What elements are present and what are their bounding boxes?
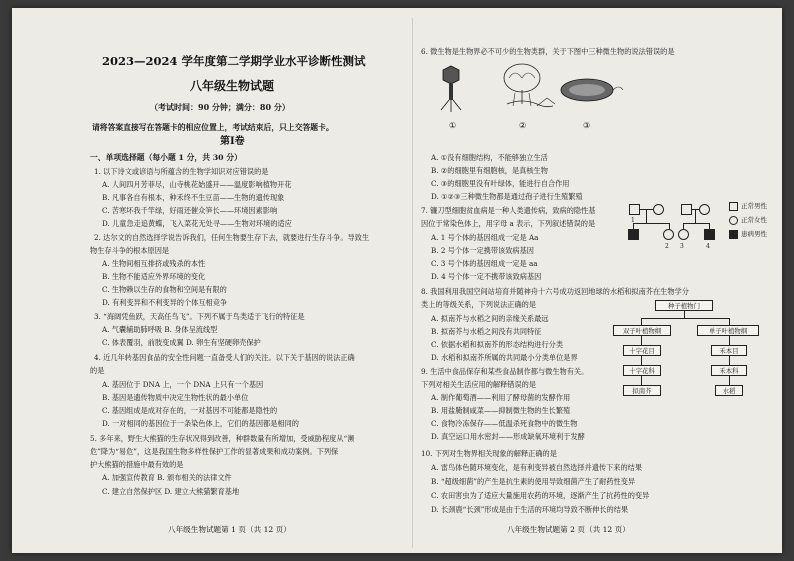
question-line: B. “超级细菌”的产生是抗生素的使用导致细菌产生了耐药性变异 (431, 477, 636, 486)
question-line: 8. 我国利用我国空间站培育并随神舟十六号成功返回地球的水稻和拟南芥在生物学分 (421, 287, 689, 296)
node-monocot: 单子叶植物纲 (697, 325, 759, 336)
question-line: 下列对相关生活应用的解释错误的是 (421, 380, 537, 389)
question-line: A. 基因位于 DNA 上，一个 DNA 上只有一个基因 (102, 380, 264, 389)
connector (641, 318, 642, 325)
question-line: B. 2 号个体一定携带该致病基因 (431, 246, 534, 255)
legend-female-normal-symbol (729, 216, 738, 225)
question-line: 3. “海阔凭鱼跃，天高任鸟飞”。下列不属于鸟类适于飞行的特征是 (94, 312, 305, 321)
pedigree-number: 3 (680, 243, 684, 250)
question-line: 类上的等级关系，下列说法正确的是 (421, 300, 537, 309)
subject-title: 八年级生物试题 (190, 79, 275, 93)
legend-male-affected-symbol (729, 230, 738, 239)
question-line: A. 1 号个体的基因组成一定是 Aa (431, 233, 539, 242)
question-line: 2. 达尔文的自然选择学说告诉我们，任何生物要生存下去，就要进行生存斗争。导致生 (94, 233, 370, 242)
footer-right: 八年级生物试题第 2 页（共 12 页） (507, 525, 630, 534)
question-line: B. 用盐腌制咸菜——抑制微生物的生长繁殖 (431, 406, 571, 415)
question-line: A. 人间四月芳菲尽，山寺桃花始盛开——温度影响植物开花 (102, 180, 292, 189)
question-line: 护大熊猫的措施中最有效的是 (90, 460, 184, 469)
exam-title: 2023—2024 学年度第二学期学业水平诊断性测试 (102, 54, 366, 68)
question-line: A. 制作葡萄酒——利用了酵母菌的发酵作用 (431, 393, 571, 402)
legend-male-affected: 患病男性 (741, 230, 767, 238)
connector (641, 376, 642, 385)
section-title: 一、单项选择题（每小题 1 分，共 30 分） (90, 153, 242, 162)
question-line: B. 拟南芥与水稻之间没有共同特征 (431, 327, 542, 336)
pedigree-female-normal (699, 204, 710, 215)
question-line: D. 4 号个体一定不携带该致病基因 (431, 272, 542, 281)
node-rice: 水稻 (715, 385, 743, 396)
question-line: D. 水稻和拟南芥所属的共同最小分类单位是界 (431, 353, 578, 362)
question-line: C. 建立自然保护区 D. 建立大熊猫繁育基地 (102, 487, 240, 496)
question-line: C. 农田害虫为了适应大量施用农药的环境，逐渐产生了抗药性的变异 (431, 491, 650, 500)
connector (729, 336, 730, 345)
pedigree-line (695, 209, 696, 223)
connector (729, 376, 730, 385)
instruction: 请将答案直接写在答题卡的相应位置上，考试结束后，只上交答题卡。 (92, 123, 334, 132)
pedigree-female-normal (678, 229, 689, 240)
page-fold (412, 18, 413, 548)
question-line: D. 一对相同的基因位于一条染色体上，它们的基因都是相同的 (102, 419, 299, 428)
question-line: A. ①没有细胞结构，不能够独立生活 (431, 153, 548, 162)
pedigree-male-affected (628, 229, 639, 240)
pedigree-female-normal (653, 204, 664, 215)
question-line: D. 有利变异和不利变异的个体互相竞争 (102, 298, 228, 307)
question-line: 10. 下列对生物界相关现象的解释正确的是 (421, 449, 557, 458)
pedigree-male-affected (704, 229, 715, 240)
question-line: D. 儿童急走追黄蝶，飞入菜花无处寻——生物对环境的适应 (102, 219, 292, 228)
node-poales: 禾本目 (711, 345, 747, 356)
question-line: A. 气囊辅助肺呼吸 B. 身体呈流线型 (102, 325, 218, 334)
exam-sheet (12, 8, 782, 553)
question-line: 4. 近几年转基因食品的安全性问题一直备受人们的关注。以下关于基因的说法正确 (94, 353, 355, 362)
microbe-label-2: ② (519, 121, 527, 130)
pedigree-line (646, 209, 647, 223)
question-line: C. 食物冷冻保存——低温杀死食物中的微生物 (431, 419, 578, 428)
microbe-label-3: ③ (583, 121, 591, 130)
pedigree-line (683, 223, 709, 224)
pedigree-male-normal (629, 204, 640, 215)
node-dicot: 双子叶植物纲 (613, 325, 671, 336)
question-line: C. 基因组成是成对存在的，一对基因不可能都是隐性的 (102, 406, 278, 415)
microbe-illustrations (427, 60, 627, 140)
bacterium-drawing (561, 79, 623, 101)
pedigree-number: 4 (706, 243, 710, 250)
question-line: C. 依据水稻和拟南芥的形态结构进行分类 (431, 340, 564, 349)
question-line: D. ①②③三种微生物都是通过孢子进行生殖繁殖 (431, 192, 583, 201)
time-info: （考试时间：90 分钟；满分：80 分） (150, 102, 290, 112)
node-poaceae: 禾本科 (711, 365, 747, 376)
question-line: B. 凡事各自有根本，种禾终不生豆苗——生物的遗传现象 (102, 193, 285, 202)
question-line: 9. 生活中食品保存和某些食品制作都与微生物有关。 (421, 367, 589, 376)
question-line: 6. 微生物是生物界必不可少的生物类群，关于下图中三种微生物的说法错误的是 (421, 47, 675, 56)
node-arabidopsis: 拟南芥 (623, 385, 661, 396)
pedigree-female-normal (663, 229, 674, 240)
question-line: 因位于常染色体上，用字母 a 表示，下列叙述错误的是 (421, 219, 596, 228)
node-brassicaceae: 十字花科 (623, 365, 661, 376)
mold-drawing (504, 64, 555, 107)
question-line: B. 生物不能适应外界环境的变化 (102, 272, 206, 281)
connector (729, 318, 730, 325)
legend-male-normal: 正常男性 (741, 202, 767, 210)
question-line: D. 真空运口用水密封——形成缺氧环境利于发酵 (431, 432, 585, 441)
legend-female-normal: 正常女性 (741, 216, 767, 224)
question-line: C. 苦寒坏我千竿绿，好雨还催众笋长——环境因素影响 (102, 206, 278, 215)
footer-left: 八年级生物试题第 1 页（共 12 页） (168, 525, 291, 534)
question-line: B. ②的细胞里有细胞核，是真核生物 (431, 166, 548, 175)
question-line: A. 生物间相互排挤或残杀的本性 (102, 259, 206, 268)
microbe-label-1: ① (449, 121, 457, 130)
virus-drawing (441, 66, 461, 112)
question-line: D. 长颈鹿“长颈”形成是由于生活的环境均导致不断伸长的结果 (431, 505, 629, 514)
part-title: 第Ⅰ卷 (220, 136, 245, 147)
connector (684, 311, 685, 318)
pedigree-chart (625, 198, 775, 288)
node-seed-plants: 种子植物门 (655, 300, 713, 311)
question-line: B. 基因是遗传物质中决定生物性状的最小单位 (102, 393, 249, 402)
question-line: 物生存斗争的根本原因是 (90, 246, 170, 255)
connector (641, 336, 642, 345)
connector (641, 318, 729, 319)
pedigree-male-normal (681, 204, 692, 215)
pedigree-line (633, 223, 669, 224)
question-line: C. 3 号个体的基因组成一定是 aa (431, 259, 538, 268)
question-line: C. 体表覆羽，前肢变成翼 D. 卵生有坚硬卵壳保护 (102, 338, 261, 347)
connector (641, 356, 642, 365)
legend-male-normal-symbol (729, 202, 738, 211)
question-line: C. ③的细胞里没有叶绿体，能进行自合作用 (431, 179, 570, 188)
question-line: A. 加强宣传教育 B. 颁布相关的法律文件 (102, 473, 232, 482)
question-line: 1. 以下诗文或谚语与所蕴含的生物学知识对应错误的是 (94, 167, 269, 176)
question-line: 危”降为“易危”，这是我国生物多样性保护工作的显著成果和成功案例。下列保 (90, 447, 339, 456)
question-line: C. 生物赖以生存的食物和空间是有限的 (102, 285, 227, 294)
node-brassicales: 十字花目 (623, 345, 661, 356)
question-line: A. 雷鸟体色随环境变化，是有利变异被自然选择并遗传下来的结果 (431, 463, 643, 472)
connector (729, 356, 730, 365)
question-line: 的是 (90, 366, 105, 375)
pedigree-number: 2 (665, 243, 669, 250)
microbe-figure (427, 60, 627, 140)
question-line: 5. 多年来，野生大熊猫的生存状况得到改善，种群数量有所增加，受威胁程度从“濒 (90, 434, 355, 443)
question-line: A. 拟南芥与水稻之间的亲缘关系最远 (431, 314, 549, 323)
question-line: 7. 镰刀型细胞贫血病是一种人类遗传病，致病的隐性基 (421, 206, 596, 215)
classification-diagram (611, 300, 761, 450)
pedigree-number: 1 (631, 217, 635, 224)
